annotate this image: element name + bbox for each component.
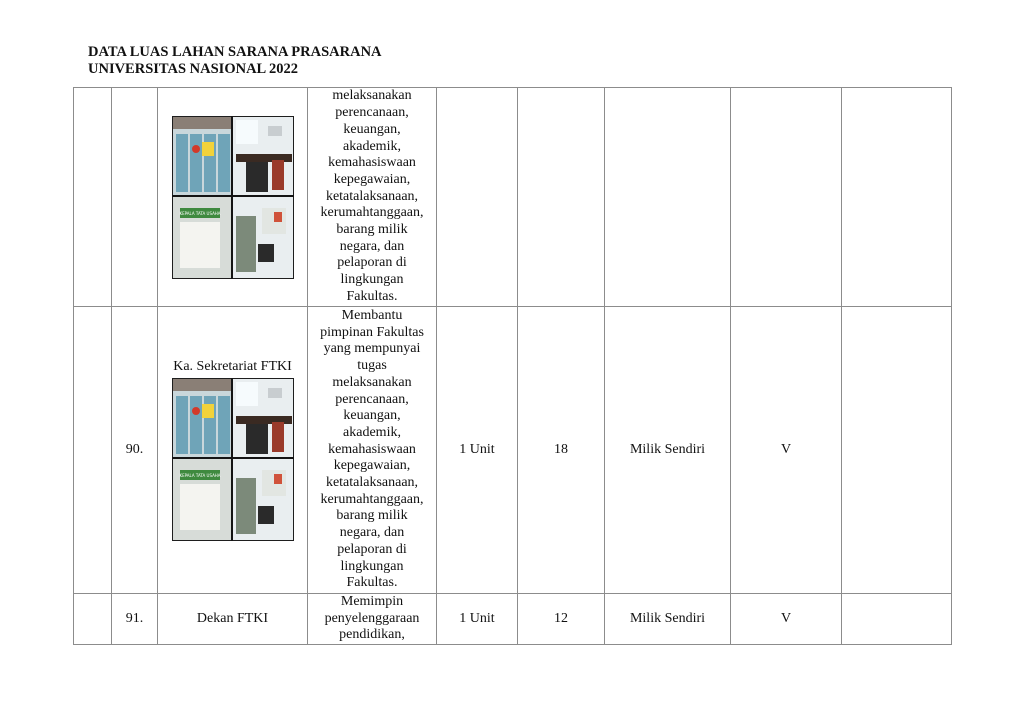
description-line: kemahasiswaan	[328, 155, 416, 171]
cell-quantity: 1 Unit	[437, 307, 518, 594]
cell-room: Dekan FTKI	[158, 594, 308, 645]
cell-blank	[74, 594, 112, 645]
room-photo	[158, 378, 307, 541]
cell-blank	[74, 88, 112, 307]
table-row	[74, 307, 952, 594]
description-line: lingkungan	[340, 272, 404, 288]
cell-area: 18	[518, 307, 605, 594]
cell-condition	[731, 88, 842, 307]
description-line: pimpinan Fakultas	[320, 324, 424, 340]
table-row	[74, 594, 952, 645]
description-line: Fakultas.	[346, 288, 398, 304]
description-line: melaksanakan	[332, 374, 412, 390]
description-line: perencanaan,	[335, 105, 409, 121]
description-text	[308, 88, 436, 305]
description-line: keuangan,	[343, 121, 401, 137]
description-line: kepegawaian,	[333, 171, 411, 187]
cell-description	[308, 307, 437, 594]
description-line: melaksanakan	[332, 88, 412, 104]
cell-number: 91.	[112, 594, 158, 645]
description-text	[308, 308, 436, 592]
cell-number: 90.	[112, 307, 158, 594]
description-line: negara, dan	[339, 238, 405, 254]
title-line-1: DATA LUAS LAHAN SARANA PRASARANA	[88, 44, 382, 60]
cell-condition: V	[731, 594, 842, 645]
description-text	[308, 594, 436, 644]
description-line: perencanaan,	[335, 391, 409, 407]
description-line: pelaporan di	[337, 255, 407, 271]
cell-blank	[74, 307, 112, 594]
cell-ownership: Milik Sendiri	[605, 594, 731, 645]
description-line: barang milik	[336, 222, 408, 238]
description-line: tugas	[357, 358, 387, 374]
description-line: barang milik	[336, 508, 408, 524]
description-line: kerumahtanggaan,	[320, 205, 424, 221]
cell-number	[112, 88, 158, 307]
title-line-2: UNIVERSITAS NASIONAL 2022	[88, 61, 299, 77]
description-line: Fakultas.	[346, 575, 398, 591]
cell-description	[308, 88, 437, 307]
description-line: kerumahtanggaan,	[320, 491, 424, 507]
cell-note	[842, 594, 952, 645]
description-line: akademik,	[343, 138, 401, 154]
cell-ownership: Milik Sendiri	[605, 307, 731, 594]
description-line: pendidikan,	[339, 627, 405, 643]
cell-condition: V	[731, 307, 842, 594]
cell-area: 12	[518, 594, 605, 645]
room-name: Ka. Sekretariat FTKI	[173, 359, 292, 375]
cell-description	[308, 594, 437, 645]
description-line: akademik,	[343, 424, 401, 440]
description-line: negara, dan	[339, 525, 405, 541]
cell-ownership	[605, 88, 731, 307]
description-line: pelaporan di	[337, 541, 407, 557]
cell-note	[842, 307, 952, 594]
photo-sign-text: KEPALA TATA USAHA	[178, 472, 221, 478]
description-line: Memimpin	[340, 594, 404, 609]
facility-table	[73, 87, 952, 645]
cell-room	[158, 88, 308, 307]
table-row	[74, 88, 952, 307]
description-line: keuangan,	[343, 408, 401, 424]
description-line: ketatalaksanaan,	[325, 188, 419, 204]
description-line: penyelenggaraan	[324, 610, 420, 626]
description-line: Membantu	[341, 308, 403, 324]
photo-sign-text: KEPALA TATA USAHA	[178, 210, 221, 216]
description-line: kepegawaian,	[333, 458, 411, 474]
cell-quantity	[437, 88, 518, 307]
cell-note	[842, 88, 952, 307]
document-title	[88, 44, 382, 78]
description-line: ketatalaksanaan,	[325, 475, 419, 491]
description-line: lingkungan	[340, 558, 404, 574]
cell-quantity: 1 Unit	[437, 594, 518, 645]
description-line: yang mempunyai	[323, 341, 421, 357]
room-photo	[158, 116, 307, 279]
cell-room	[158, 307, 308, 594]
cell-area	[518, 88, 605, 307]
description-line: kemahasiswaan	[328, 441, 416, 457]
